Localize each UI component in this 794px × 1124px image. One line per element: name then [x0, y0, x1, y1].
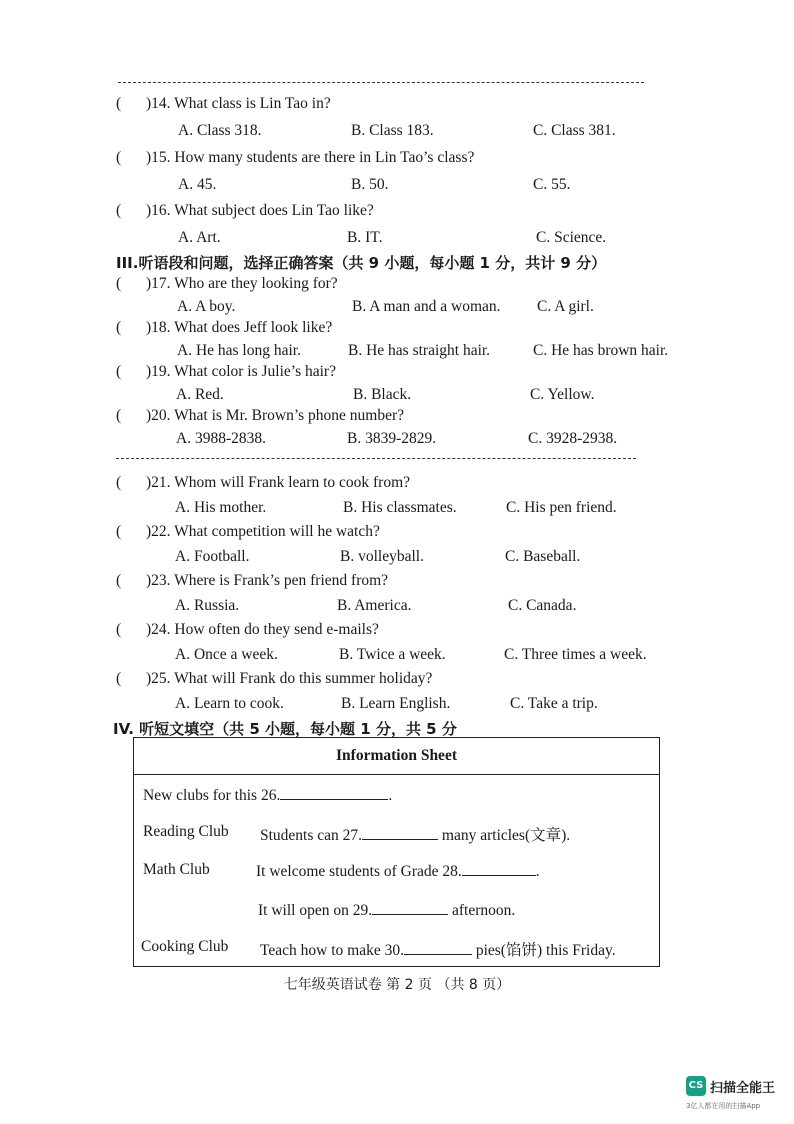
option-a: A. He has long hair.	[177, 342, 301, 359]
option-c: C. Baseball.	[505, 548, 581, 565]
option-a: A. 3988-2838.	[176, 430, 266, 447]
option-c: C. 3928-2938.	[528, 430, 618, 447]
camscanner-name: 扫描全能王	[710, 1081, 776, 1096]
question-16-stem: ( )16. What subject does Lin Tao like?	[116, 202, 374, 219]
question-18-stem: ( )18. What does Jeff look like?	[116, 319, 333, 336]
blank-30[interactable]	[404, 940, 472, 955]
cooking-club-label: Cooking Club	[141, 938, 229, 955]
option-a: A. Class 318.	[178, 122, 262, 139]
option-c: C. Science.	[536, 229, 607, 246]
option-a: A. A boy.	[177, 298, 236, 315]
option-b: B. 3839-2829.	[347, 430, 437, 447]
option-b: B. IT.	[347, 229, 383, 246]
sheet-title: Information Sheet	[134, 738, 659, 775]
question-24-stem: ( )24. How often do they send e-mails?	[116, 621, 379, 638]
option-a: A. Art.	[178, 229, 221, 246]
question-19-stem: ( )19. What color is Julie’s hair?	[116, 363, 336, 380]
middle-divider	[116, 458, 636, 459]
camscanner-logo: CS	[686, 1076, 706, 1096]
option-a: A. Russia.	[175, 597, 240, 614]
option-a: A. His mother.	[175, 499, 267, 516]
option-c: C. Canada.	[508, 597, 577, 614]
information-sheet	[133, 737, 660, 967]
option-b: B. Black.	[353, 386, 412, 403]
reading-club-label: Reading Club	[143, 823, 229, 840]
option-b: B. A man and a woman.	[352, 298, 501, 315]
sheet-row-26: New clubs for this 26. .	[143, 787, 393, 804]
top-divider	[118, 82, 644, 83]
blank-27[interactable]	[362, 825, 438, 840]
blank-29[interactable]	[372, 900, 448, 915]
question-17-stem: ( )17. Who are they looking for?	[116, 275, 338, 292]
option-a: A. Once a week.	[175, 646, 278, 663]
question-22-stem: ( )22. What competition will he watch?	[116, 523, 380, 540]
option-a: A. Football.	[175, 548, 250, 565]
option-b: B. His classmates.	[343, 499, 457, 516]
sheet-row-30: Teach how to make 30. pies(馅饼) this Friday.	[260, 942, 616, 959]
sheet-row-27: Students can 27. many articles(文章).	[260, 827, 571, 844]
camscanner-tagline: 3亿人都在用的扫描App	[686, 1102, 761, 1110]
section-4-heading: IV. 听短文填空（共 5 小题，每小题 1 分，共 5 分	[113, 720, 457, 738]
page-footer: 七年级英语试卷 第 2 页 （共 8 页）	[283, 977, 511, 993]
option-b: B. Class 183.	[351, 122, 434, 139]
option-a: A. 45.	[178, 176, 217, 193]
option-c: C. 55.	[533, 176, 571, 193]
question-14-stem: ( )14. What class is Lin Tao in?	[116, 95, 331, 112]
option-c: C. Three times a week.	[504, 646, 647, 663]
section-3-heading: III.听语段和问题，选择正确答案（共 9 小题，每小题 1 分，共计 9 分）	[116, 254, 607, 272]
math-club-label: Math Club	[143, 861, 210, 878]
sheet-row-28: It welcome students of Grade 28. .	[256, 863, 540, 880]
option-b: B. Twice a week.	[339, 646, 446, 663]
question-20-stem: ( )20. What is Mr. Brown’s phone number?	[116, 407, 405, 424]
blank-26[interactable]	[280, 785, 388, 800]
option-b: B. America.	[337, 597, 412, 614]
question-21-stem: ( )21. Whom will Frank learn to cook from?	[116, 474, 411, 491]
sheet-row-29: It will open on 29. afternoon.	[258, 902, 516, 919]
question-25-stem: ( )25. What will Frank do this summer holiday?	[116, 670, 433, 687]
option-a: A. Learn to cook.	[175, 695, 284, 712]
option-b: B. He has straight hair.	[348, 342, 491, 359]
option-c: C. His pen friend.	[506, 499, 617, 516]
option-c: C. Yellow.	[530, 386, 595, 403]
blank-28[interactable]	[462, 861, 536, 876]
option-b: B. volleyball.	[340, 548, 424, 565]
option-b: B. 50.	[351, 176, 389, 193]
option-c: C. Class 381.	[533, 122, 616, 139]
option-c: C. He has brown hair.	[533, 342, 669, 359]
option-a: A. Red.	[176, 386, 224, 403]
option-c: C. A girl.	[537, 298, 594, 315]
option-b: B. Learn English.	[341, 695, 451, 712]
question-23-stem: ( )23. Where is Frank’s pen friend from?	[116, 572, 389, 589]
question-15-stem: ( )15. How many students are there in Lin Tao’s class?	[116, 149, 475, 166]
option-c: C. Take a trip.	[510, 695, 598, 712]
